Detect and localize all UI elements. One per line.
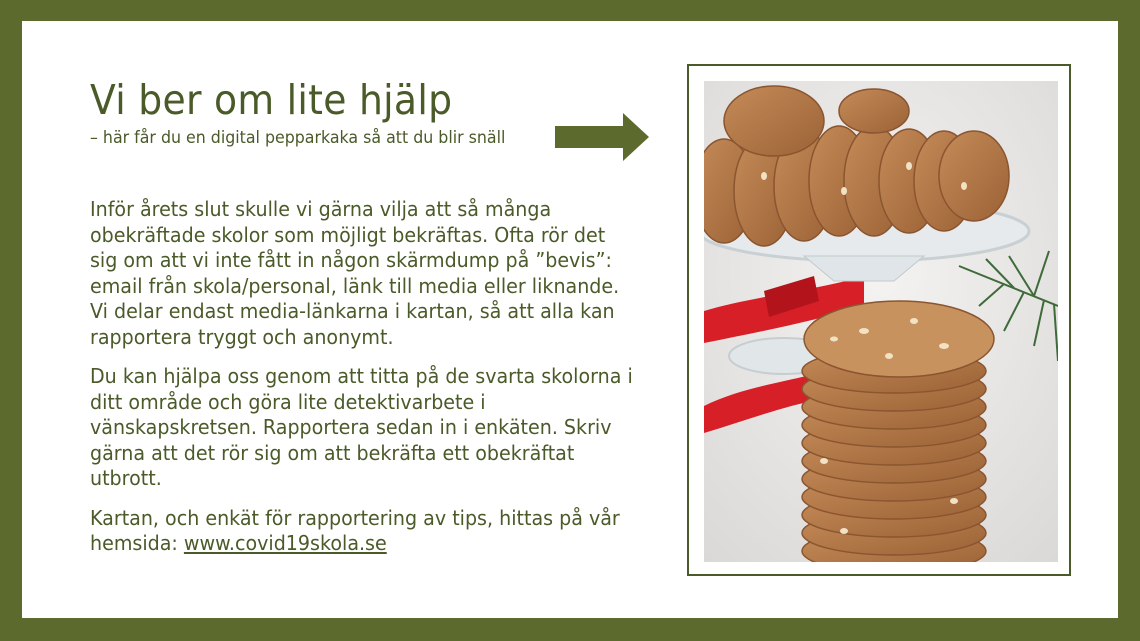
paragraph-3: [90, 506, 650, 557]
text-line: ditt område och göra lite detektivarbete i: [90, 389, 486, 414]
gingerbread-cookies-icon: [704, 81, 1058, 562]
slide-title: Vi ber om lite hjälp: [90, 76, 453, 124]
text-line: Kartan, och enkät för rapportering av tips, hittas på vår: [90, 505, 620, 530]
slide-subtitle: – här får du en digital pepparkaka så att du blir snäll: [90, 128, 506, 148]
right-arrow-icon: [555, 113, 649, 161]
text-line: Vi delar endast media-länkarna i kartan, så att alla kan: [90, 299, 615, 323]
paragraph-1: [90, 197, 650, 350]
text-line: obekräftade skolor som möjligt bekräftas. Ofta rör det: [90, 222, 606, 247]
text-line: Du kan hjälpa oss genom att titta på de svarta skolorna i: [90, 364, 633, 388]
text-line: gärna att det rör sig om att bekräfta ett obekräftat: [90, 440, 575, 465]
text-line: sig om att vi inte fått in någon skärmdump på ”bevis”:: [90, 248, 612, 272]
text-line: Inför årets slut skulle vi gärna vilja att så många: [90, 197, 552, 221]
text-line: rapportera tryggt och anonymt.: [90, 324, 394, 349]
text-line: utbrott.: [90, 466, 162, 490]
gingerbread-cookies-photo: [704, 81, 1058, 562]
paragraph-2: [90, 364, 650, 492]
body-text: [90, 197, 650, 571]
text-line: [90, 531, 611, 557]
slide: [22, 21, 1118, 618]
link-prefix: hemsida:: [90, 531, 184, 555]
text-line: vänskapskretsen. Rapportera sedan in i enkäten. Skriv: [90, 415, 612, 439]
image-frame: [687, 64, 1071, 576]
text-line: email från skola/personal, länk till media eller liknande.: [90, 273, 620, 298]
website-link[interactable]: www.covid19skola.se: [183, 531, 387, 555]
